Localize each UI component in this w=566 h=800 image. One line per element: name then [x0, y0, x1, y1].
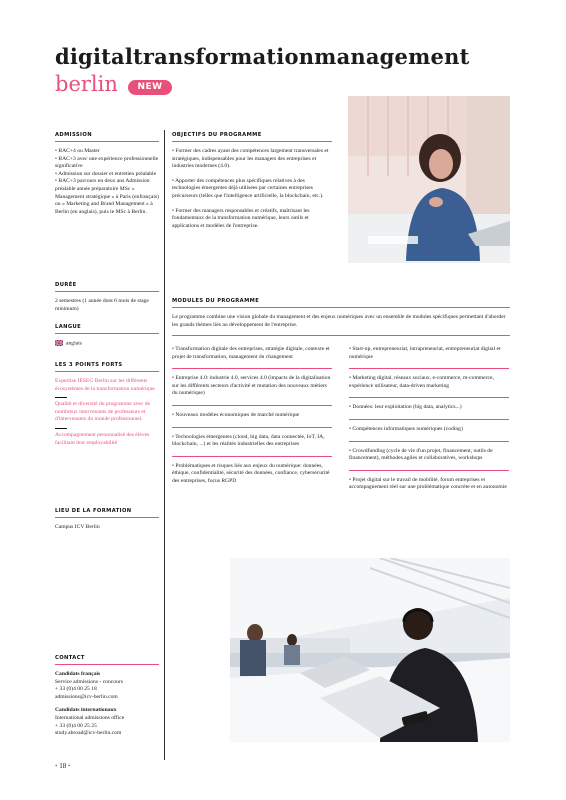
- objectif-item: • Former des cadres ayant des compétences largement transversales et stratégiques, indispensables pour les managers des entreprises et industries modernes (4.0).: [172, 148, 332, 171]
- admission-heading: ADMISSION: [55, 132, 92, 138]
- admission-item: • Admission sur dossier et entretien préalable: [55, 171, 159, 179]
- uk-flag-icon: [55, 340, 63, 346]
- lieu-heading: LIEU DE LA FORMATION: [55, 508, 132, 514]
- modules-column-2: [349, 346, 509, 499]
- divider: [55, 428, 67, 429]
- points-forts-section: [55, 362, 159, 447]
- title-word-2: transformation: [133, 44, 315, 69]
- divider: [172, 456, 332, 457]
- module-item: • Marketing digital, réseaux sociaux, e-commerce, m-commerce, expérience utilisateur, data-driven marketing: [349, 375, 509, 390]
- duree-section: [55, 282, 159, 313]
- divider: [172, 405, 332, 406]
- admission-section: [55, 132, 159, 216]
- admission-item: • BAC+4 ou Master: [55, 148, 159, 156]
- module-item: • Projet digital sur le travail de mobilité, forum entreprises et accompagnement réel sur une problématique concrète et en autonomie: [349, 477, 509, 492]
- divider: [349, 470, 509, 471]
- point-fort: Accompagnement personnalisé des élèves facilitant leur employabilité: [55, 431, 150, 446]
- divider: [172, 335, 510, 336]
- modules-heading: MODULES DU PROGRAMME: [172, 298, 260, 304]
- point-fort: Expertise IÉSEG Berlin sur les différents écosystèmes de la transformation numérique: [55, 378, 155, 392]
- duree-heading: DURÉE: [55, 282, 77, 288]
- divider: [172, 427, 332, 428]
- objectifs-heading: OBJECTIFS DU PROGRAMME: [172, 132, 262, 138]
- admission-item: • BAC+3 avec une expérience professionnelle significative: [55, 156, 159, 171]
- admission-item: • BAC+3 parcours en deux ans Admission préalable année préparatoire MSc « Management stratégique » à Paris (enfrançais) ou « Marketing and Brand Management » à Berlin (en anglais), puis le MSc à Berlin.: [55, 178, 159, 216]
- divider: [349, 397, 509, 398]
- divider: [55, 291, 159, 292]
- page-subtitle: berlin: [55, 72, 118, 96]
- divider: [349, 441, 509, 442]
- contact-section: [55, 655, 159, 738]
- langue-section: [55, 324, 159, 348]
- divider: [349, 419, 509, 420]
- divider: [55, 517, 159, 518]
- divider: [55, 333, 159, 334]
- langue-heading: LANGUE: [55, 324, 82, 330]
- page-number: • 18 •: [55, 762, 71, 770]
- module-item: • Entreprise 4.0: industrie 4.0, services 4.0 (impacts de la digitalisation sur les différents secteurs d'activité et mutation des nouveaux métiers du numérique): [172, 375, 332, 398]
- modules-intro: Le programme combine une vision globale du management et des enjeux numériques avec un ensemble de modules spécifiques permettant d'aborder les grands thèmes liés au développement de l'entreprise.: [172, 314, 506, 328]
- divider: [349, 368, 509, 369]
- lieu-text: Campus ICV Berlin: [55, 524, 100, 530]
- objectifs-section: [172, 132, 332, 237]
- divider: [172, 368, 332, 369]
- divider: [55, 371, 159, 372]
- langue-text: anglais: [66, 340, 82, 347]
- module-item: • Crowdfunding (cycle de vie d'un projet, financement, outils de financement), méthodes agiles et collaboratives, workshops: [349, 448, 509, 463]
- divider: [172, 307, 510, 308]
- duree-text: 2 semestres (1 année dont 6 mois de stage minimum): [55, 298, 149, 312]
- objectif-item: • Apporter des compétences plus spécifiques relatives à des technologies émergentes déjà utilisées par certaines entreprises précurseurs (telles que l'intelligence artificielle, la blockchain, etc.).: [172, 178, 332, 201]
- module-item: • Données: leur exploitation (big data, analytics...): [349, 404, 509, 412]
- contact-heading: CONTACT: [55, 655, 85, 661]
- module-item: • Start-up, entrepreneuriat, intrapreneuriat, entrepreneuriat digital et numérique: [349, 346, 509, 361]
- divider: [55, 397, 67, 398]
- contact-name: Candidats français: [55, 671, 101, 677]
- contact-phone[interactable]: + 33 (0)4 00 25 25: [55, 722, 97, 729]
- contact-role: Service admissions - concours: [55, 678, 123, 685]
- lieu-section: [55, 508, 159, 532]
- contact-email[interactable]: admissions@icv-berlin.com: [55, 693, 118, 700]
- contact-phone[interactable]: + 33 (0)4 00 25 18: [55, 686, 97, 693]
- divider: [172, 141, 332, 142]
- module-item: • Compétences informatiques numériques (coding): [349, 426, 509, 434]
- contact-email[interactable]: study.abroad@icv-berlin.com: [55, 730, 122, 737]
- point-fort: Qualité et diversité du programme avec de nombreux intervenants de professeurs et d'intervenants du monde professionnel.: [55, 401, 151, 423]
- module-item: • Problématiques et risques liés aux enjeux du numérique: données, éthique, confidentialité, sécurité des données, confiance, cybersécurité des entreprises, focus RGPD: [172, 463, 332, 486]
- module-item: • Transformation digitale des entreprises, stratégie digitale, contexte et projet de transformation, management du changement: [172, 346, 332, 361]
- divider: [55, 664, 159, 665]
- objectif-item: • Former des managers responsables et créatifs, maîtrisant les fondamentaux de la transformation numérique, leurs outils et applications et modèles de l'entreprise.: [172, 208, 332, 231]
- column-divider: [164, 130, 165, 760]
- modules-column-1: [172, 346, 332, 493]
- module-item: • Technologies émergentes (cloud, big data, data connectée, IoT, IA, blockchain, ...) et les réalités industrielles des entreprises: [172, 434, 332, 449]
- new-badge: NEW: [128, 80, 172, 95]
- module-item: • Nouveaux modèles économiques de marché numérique: [172, 412, 332, 420]
- page-title: [55, 44, 470, 69]
- photo-students-working: [230, 558, 510, 742]
- contact-name: Candidats internationaux: [55, 707, 117, 714]
- title-word-1: digital: [55, 44, 134, 69]
- contact-role: International admissions office: [55, 714, 125, 721]
- points-forts-heading: LES 3 POINTS FORTS: [55, 362, 123, 368]
- divider: [55, 141, 159, 142]
- photo-student-laptop: [348, 96, 510, 263]
- title-word-3: management: [314, 44, 470, 69]
- modules-header: [172, 298, 510, 336]
